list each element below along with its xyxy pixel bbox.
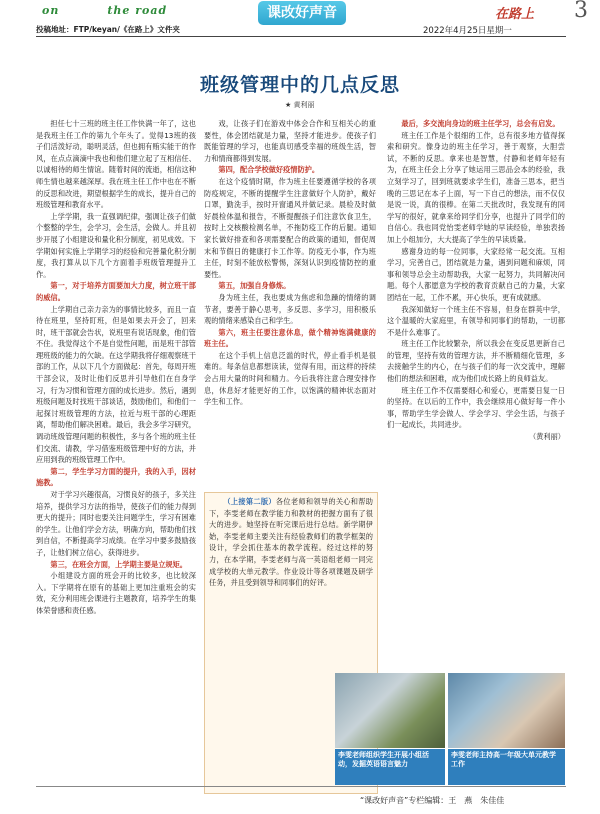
column-name-banner: 课改好声音: [258, 1, 346, 25]
brand-left-text: on: [42, 4, 60, 17]
paragraph: 上学学期，我一直强调纪律，强调让孩子们做个整整的学生，会学习，会生活，会做人。并且初步开展了小组建设和量化积分制度，初见成效。下学期如何实施上学期学习的经验和完善量化积分制度，我打算从以下几个方面着手班级管理提升工作。: [36, 211, 196, 279]
note-lead: （上接第二版）: [223, 497, 276, 506]
section-heading: 最后，多交流向身边的班主任学习，总会有启发。: [401, 119, 560, 128]
footer-rule: [36, 786, 566, 787]
paragraph: 对于学习兴趣很高，习惯良好的孩子，多关注培养，提供学习方法的指导，使孩子们的能力得到更大的提升；同时也要关注问题学生，学习有困难的学生。让他们学会方法，明确方向，帮助他们找到自信，不断提高学习成绩。在学习中要多鼓励孩子，让他们树立信心，获得进步。: [36, 490, 196, 557]
paragraph: 我深知做好一个班主任不容易，但身在群英中学，这个温暖的大家庭里，有领导和同事们的帮助，一切都不是什么难事了。: [387, 304, 565, 337]
section-heading: 第五，加强自身修炼。: [218, 281, 291, 291]
photo-teaching: [448, 673, 565, 748]
signature: （黄利丽）: [529, 432, 565, 442]
section-heading: 第六，班主任要注意休息，做个精神饱满健康的班主任。: [204, 327, 376, 349]
column-left: [36, 118, 196, 778]
paragraph: 班主任工作是个很细的工作，总有很多地方值得探索和研究。像身边的班主任学习，善于观察，大胆尝试，不断的反思。拿来也是智慧，付静和老师年轻有为，在班主任会上分享了她运用三思品会本的经验，我立刻学习了，回到班就要求学生们，准备三思本，把当晚的三思记在本子上面，写一下自己的想法，而不仅仅是说一说，真的很棒。在第二天批改时，我发现有的同学写的很好，就拿来给同学们分享，也提升了同学们的自信心。我也同党怡雯老师学她的早读经验，单独表扬加上小组加分，大大提高了学生的早读质量。: [387, 130, 565, 244]
note-text: 各位老师和领导的关心和帮助下，李雯老师在教学能力和教材的把握方面有了很大的进步。她坚持在听完课后进行总结。新学期伊始，李雯老师主要关注有经验教师们的教学框架的设计，学会抓住基本的教学流程。经过这样的努力，在本学期，李雯老师与高一英语组老师一同完成学校的大单元教学。作业设计等各项课题及研学任务，并且受到领导和同事们的好评。: [209, 497, 373, 588]
byline: [285, 100, 315, 110]
paragraph: 感谢身边的每一位同事，大家经常一起交流。互相学习，完善自己，团结就是力量，遇到问题和麻烦，同事和领导总会主动帮助我，大家一起努力，共同解决问题。每个人都愿意为学校的教育贡献自己的力量，大家团结在一起，工作不累，开心快乐，更有成就感。: [387, 246, 565, 302]
section-heading: 第二，学生学习方面的提升，我的入手，因材施教。: [36, 466, 196, 488]
header-rule: [36, 36, 566, 37]
issue-date: 2022年4月25日星期一: [423, 26, 512, 36]
byline-star-icon: ★: [285, 101, 294, 109]
page-number: 3: [574, 0, 588, 23]
paragraph: 班主任工作比较繁杂，所以我会在变反思更新自己的管理，坚持有效的管理方法，并不断精细化管理，多去接触学生的内心，在与孩子们的每一次交流中，理解他们的想法和困难，成为他们成长路上的良师益友。: [387, 339, 565, 384]
paragraph: 身为班主任，我也要成为焦虑和急躁的情绪的调节者，要善于静心思考，多反思、多学习，用积极乐观的情绪来感染自己和学生。: [204, 292, 376, 326]
photo-group-activity: [335, 673, 445, 748]
note-body: [205, 493, 377, 592]
article-title: 班级管理中的几点反思: [199, 74, 400, 96]
footer-editor: “课改好声音”专栏编辑：王 燕 朱佳佳: [360, 796, 505, 805]
paragraph: 在这个手机上信息泛滥的时代，停止看手机是很难的。每条信息都想读读，觉得有用，而这样的持续会占用大量的时间和精力。今后我将注意合理安排作息，休息好才能更好的工作，以饱满的精神状态面对学生和工作。: [204, 350, 376, 407]
brand-logo: [42, 4, 167, 17]
submit-address: 投稿地址：FTP/keyan/《在路上》文件夹: [36, 25, 180, 34]
section-heading: 第四，配合学校做好疫情防护。: [218, 165, 320, 175]
photo-caption-2: 李雯老师主持高一年级大单元教学工作: [448, 749, 565, 785]
column-middle: [204, 118, 376, 490]
paragraph: 班主任工作不仅需要细心和爱心，更需要日复一日的坚持。在以后的工作中，我会继续用心做好每一件小事，帮助学生学会做人、学会学习、学会生活，与孩子们一起成长，共同进步。: [387, 385, 565, 430]
paragraph: 在这个疫情时期，作为班主任要遵循学校的各项防疫规定，不断的提醒学生注意做好个人防护，戴好口罩，勤洗手，按时开窗通风并做记录。晨检及时做好晨检体温和报告，不断提醒孩子们注意饮食卫生，按时上交核酸检测名单，不拖防疫工作的后腿。通知家长做好排查和各项需要配合的政策的通知，督促周末和节假日的健康打卡工作等。防疫无小事，作为班主任，时刻不能放松警惕，深刻认识到疫情防控的重要性。: [204, 176, 376, 279]
paragraph: 上学期自己亲力亲为的事情比较多，而且一直待在班里，坚持盯班，但是如果去开会了，回来时，班干部就会告状，说班里有说话现象，他们管不住。我觉得这个不是自觉性问题，而是班干部管理班级的能力的欠缺。在这学期我将仔细观察班干部的工作，从以下几个方面做起：首先，每周开班干部会议，及时让他们反思并引导他们在自身学习，行为习惯和管理方面的成长进步。然后，遇到班级问题及时找班干部谈话，鼓励他们，和他们一起探讨班级管理的方法，拉近与班干部的心理距离，帮助他们解决困难。最后，我会多学习研究，调动班级管理问题的积极性，多与各个班的班主任们交流、请教，学习借鉴班级管理中好的方法，并应用到我的班级管理工作中。: [36, 304, 196, 465]
brand-right-text: the road: [107, 4, 168, 17]
paragraph: 小组建设方面的班会开的比较多，也比较深入。下学期将在原有的基础上更加注重班会的实效，充分利用班会课进行主题教育，培养学生的集体荣誉感和责任感。: [36, 571, 196, 615]
photo-caption-1: 李雯老师组织学生开展小组活动，发掘英语语言魅力: [335, 749, 445, 785]
byline-author: 黄利丽: [293, 101, 315, 109]
paragraph: 戏，让孩子们在游戏中体会合作和互相关心的重要性，体会团结就是力量，坚持才能进步。使孩子们既能管理的学习，也能真切感受幸福的班级生活，智力和情商都得到发展。: [204, 119, 376, 163]
section-heading: 第三，在班会方面，上学期主要是立规矩。: [50, 559, 187, 569]
paragraph: 担任七十三班的班主任工作快满一年了，这也是我班主任工作的第九个年头了。觉得13班的孩子们活泼好动，聪明灵活，但也拥有贿实能干的作风，在点点滴滴中我也和他们建立起了互相信任、以诚相待的师生情谊。随着时间的流逝，相信这种师生情也越来越深厚。我在班主任工作中也在不断的反思和改进，期望根据学生的成长，提升自己的班级管理和教育水平。: [36, 119, 196, 210]
masthead: 在路上: [495, 7, 535, 22]
section-heading: 第一，对于培养方面要加大力度，树立班干部的威信。: [36, 281, 196, 302]
